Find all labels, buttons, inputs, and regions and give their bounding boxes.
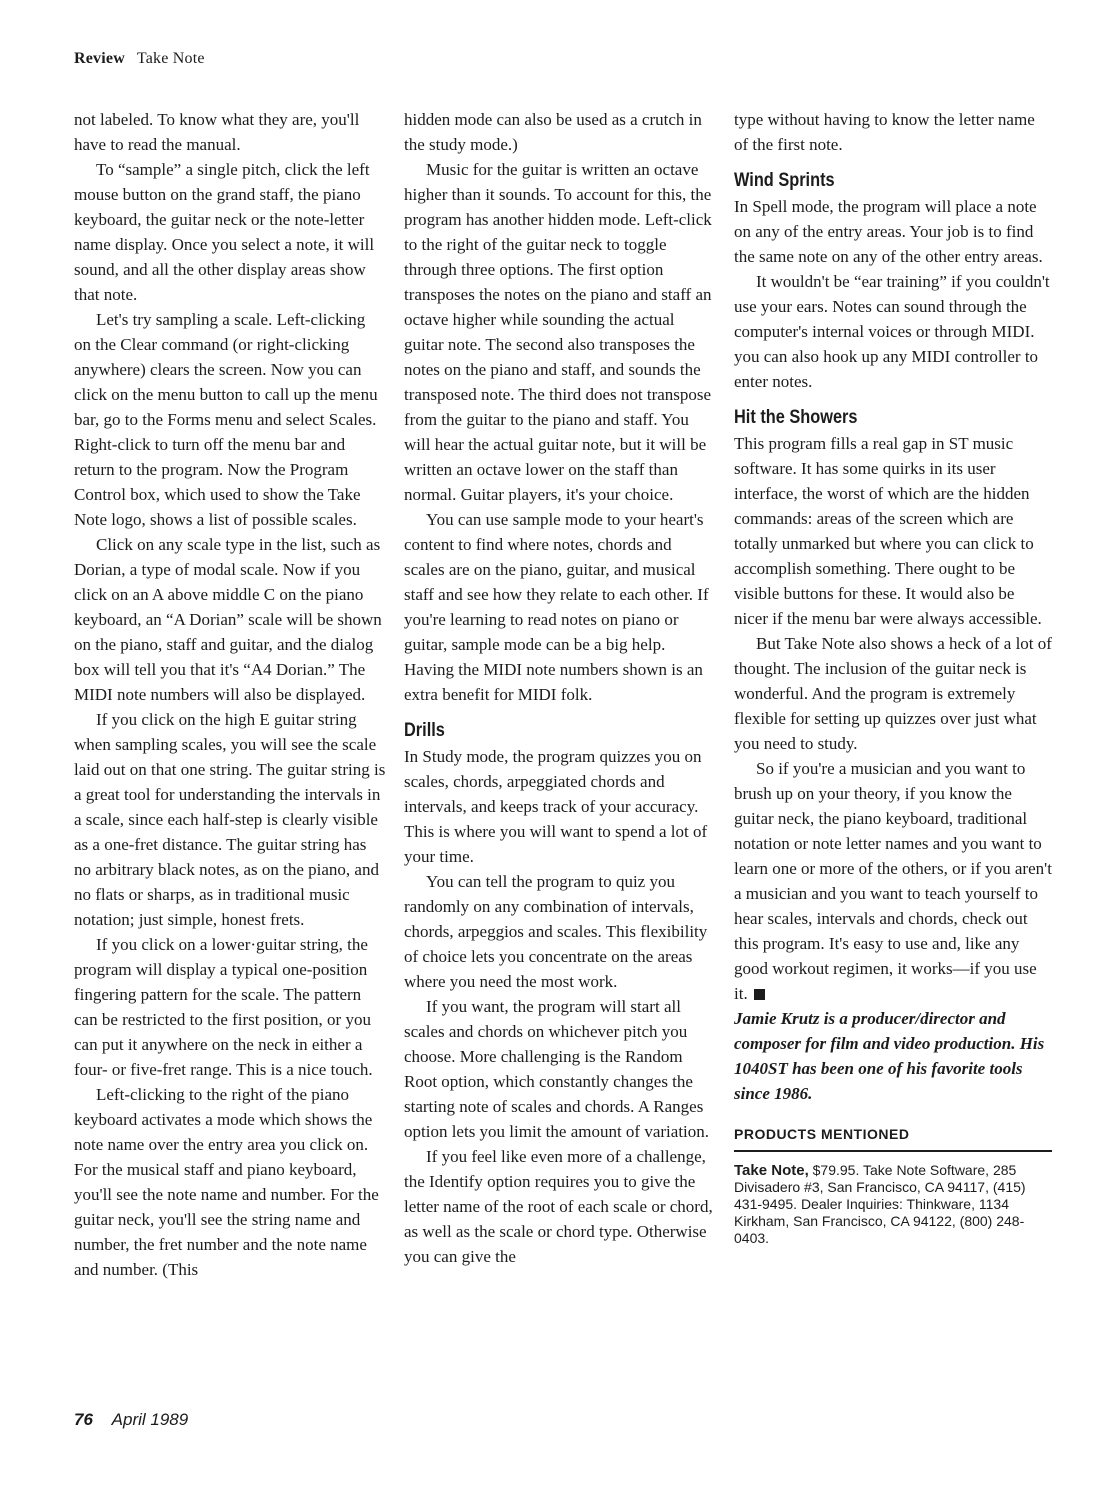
product-details: $79.95. Take Note Software, 285 Divisadero #3, San Francisco, CA 94117, (415) 431-9495. Dealer Inquiries: Thinkware, 1134 Kirkham, San Francisco, CA 94122, (800) 248-0403. [734,1162,1026,1246]
body-paragraph [734,756,1052,1006]
header-section: Review [74,50,125,67]
paragraph-text: So if you're a musician and you want to brush up on your theory, if you know the guitar neck, the piano keyboard, traditional notation or note letter names and you want to learn one or more of the others, or if you aren't a musician and you want to teach yourself to hear scales, intervals and chords, check out this program. It's easy to use and, like any good workout regimen, it works—if you use it. [734,759,1052,1003]
body-paragraph: If you click on the high E guitar string when sampling scales, you will see the scale laid out on that one string. The guitar string is a great tool for understanding the intervals in a scale, since each half-step is clearly visible as a one-fret distance. The guitar string has no arbitrary black notes, as on the piano, and no flats or sharps, as in traditional music notation; just simple, honest frets. [74,710,386,929]
body-paragraph: This program fills a real gap in ST music software. It has some quirks in its user interface, the worst of which are the hidden commands: areas of the screen which are totally unmarked but where you can click to accomplish something. There ought to be visible buttons for these. It would also be nicer if the menu bar were always accessible. [734,434,1042,628]
body-paragraph: Click on any scale type in the list, such as Dorian, a type of modal scale. Now if you click on an A above middle C on the piano keyboard, an “A Dorian” scale will be shown on the piano, staff and guitar, and the dialog box will tell you that it's “A4 Dorian.” The MIDI note numbers will also be displayed. [74,535,382,704]
body-paragraph: hidden mode can also be used as a crutch in the study mode.) [404,110,702,154]
section-heading: Drills [404,720,445,741]
body-paragraph: In Study mode, the program quizzes you on scales, chords, arpeggiated chords and intervals, and keeps track of your accuracy. This is where you will want to spend a lot of your time. [404,747,708,866]
section-heading: Wind Sprints [734,170,835,191]
body-paragraph: not labeled. To know what they are, you'll have to read the manual. [74,110,360,154]
body-paragraph: But Take Note also shows a heck of a lot of thought. The inclusion of the guitar neck is wonderful. And the program is extremely flexible for setting up quizzes over just what you need to study. [734,634,1052,753]
article-column-2 [404,107,716,1269]
body-paragraph: You can tell the program to quiz you randomly on any combination of intervals, chords, arpeggios and scales. This flexibility of choice lets you concentrate on the areas where you need the most work. [404,872,708,991]
body-paragraph: In Spell mode, the program will place a note on any of the entry areas. Your job is to find the same note on any of the other entry areas. [734,197,1043,266]
products-mentioned-heading: PRODUCTS MENTIONED [734,1122,1052,1152]
products-mentioned-box [734,1122,1052,1247]
body-paragraph: You can use sample mode to your heart's content to find where notes, chords and scales are on the piano, guitar, and musical staff and see how they relate to each other. If you're learning to read notes on piano or guitar, sample mode can be a big help. Having the MIDI note numbers shown is an extra benefit for MIDI folk. [404,510,709,704]
running-header [74,50,205,68]
body-paragraph: Left-clicking to the right of the piano keyboard activates a mode which shows the note name over the entry area you click on. For the musical staff and piano keyboard, you'll see the note name and number. For the guitar neck, you'll see the string name and number, the fret number and the note name and number. (This [74,1085,379,1279]
end-of-article-mark [754,989,765,1000]
author-bio: Jamie Krutz is a producer/director and composer for film and video production. His 1040ST has been one of his favorite tools since 1986. [734,1009,1045,1103]
body-paragraph: If you want, the program will start all scales and chords on whichever pitch you choose. More challenging is the Random Root option, which constantly changes the starting note of scales and chords. A Ranges option lets you limit the amount of variation. [404,997,710,1141]
section-heading: Hit the Showers [734,407,858,428]
product-name: Take Note, [734,1162,809,1179]
issue-date: April 1989 [111,1410,189,1429]
body-paragraph: If you feel like even more of a challenge, the Identify option requires you to give the letter name of the root of each scale or chord, as well as the scale or chord type. Otherwise you can give the [404,1147,713,1266]
body-paragraph: type without having to know the letter name of the first note. [734,110,1035,154]
article-column-3 [734,107,1052,1247]
header-title: Take Note [136,50,205,67]
body-paragraph: Music for the guitar is written an octave higher than it sounds. To account for this, the program has another hidden mode. Left-click to the right of the guitar neck to toggle through three options. The first option transposes the notes on the piano and staff an octave higher while sounding the actual guitar note. The second also transposes the notes on the piano and staff, and sounds the transposed note. The third does not transpose from the guitar to the piano and staff. You will hear the actual guitar note, but it will be written an octave lower on the staff than normal. Guitar players, it's your choice. [404,160,712,504]
body-paragraph: Let's try sampling a scale. Left-clicking on the Clear command (or right-clicking anywhere) clears the screen. Now you can click on the menu button to call up the menu bar, go to the Forms menu and select Scales. Right-click to turn off the menu bar and return to the program. Now the Program Control box, which used to show the Take Note logo, shows a list of possible scales. [74,310,378,529]
article-column-1 [74,107,386,1282]
product-listing [734,1162,1052,1247]
body-paragraph: To “sample” a single pitch, click the left mouse button on the grand staff, the piano keyboard, the guitar neck or the note-letter name display. Once you select a note, it will sound, and all the other display areas show that note. [74,160,375,304]
page-number: 76 [74,1410,93,1429]
body-paragraph: If you click on a lower·guitar string, the program will display a typical one-position fingering pattern for the scale. The pattern can be restricted to the first position, or you can put it anywhere on the neck in either a four- or five-fret range. This is a nice touch. [74,935,373,1079]
page-footer [74,1410,188,1430]
body-paragraph: It wouldn't be “ear training” if you couldn't use your ears. Notes can sound through the computer's internal voices or through MIDI. you can also hook up any MIDI controller to enter notes. [734,272,1050,391]
